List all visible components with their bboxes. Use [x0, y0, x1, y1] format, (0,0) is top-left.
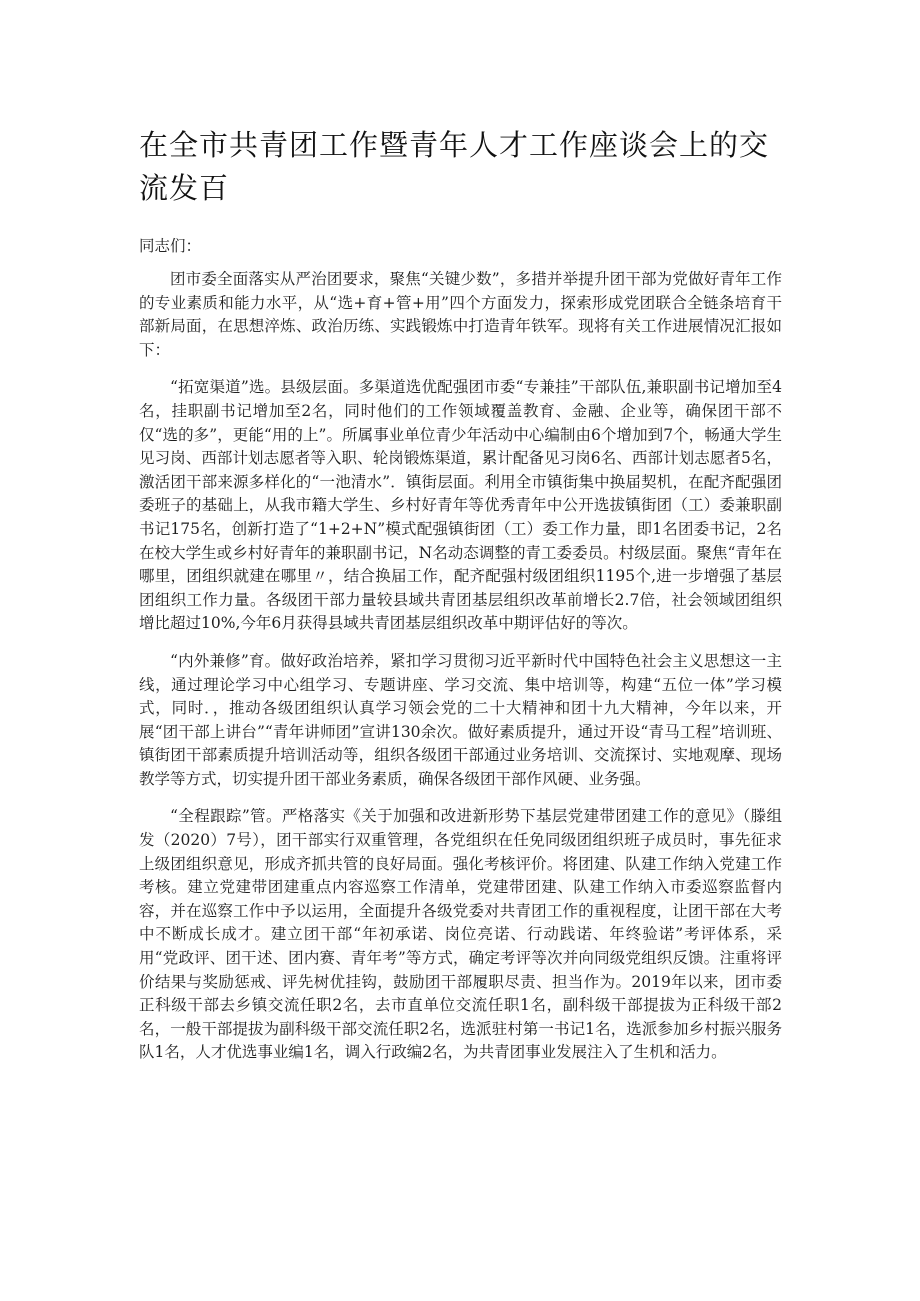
document-page [139, 124, 782, 1065]
document-title: 在全市共青团工作暨青年人才工作座谈会上的交流发百 [139, 128, 770, 205]
paragraph-intro: 团市委全面落实从严治团要求，聚焦“关键少数”，多措并举提升团干部为党做好青年工作的专业素质和能力水平，从“选+育+管+用”四个方面发力，探索形成党团联合全链条培育干部新局面，在思想淬炼、政治历练、实践锻炼中打造青年铁军。现将有关工作进展情况汇报如下： [139, 270, 782, 359]
paragraph-management: “全程跟踪”管。严格落实《关于加强和改进新形势下基层党建带团建工作的意见》（滕组发（2020）7号），团干部实行双重管理，各党组织在任免同级团组织班子成员时，事先征求上级团组织意见，形成齐抓共管的良好局面。强化考核评价。将团建、队建工作纳入党建工作考核。建立党建带团建重点内容巡察工作清单，党建带团建、队建工作纳入市委巡察监督内容，并在巡察工作中予以运用，全面提升各级党委对共青团工作的重视程度，让团干部在大考中不断成长成才。建立团干部“年初承诺、岗位亮诺、行动践诺、年终验诺”考评体系，采用“党政评、团干述、团内赛、青年考”等方式，确定考评等次并向同级党组织反馈。注重将评价结果与奖励惩戒、评先树优挂钩，鼓励团干部履职尽责、担当作为。2019年以来，团市委正科级干部去乡镇交流任职2名，去市直单位交流任职1名，副科级干部提拔为正科级干部2名，一般干部提拔为副科级干部交流任职2名，选派驻村第一书记1名，选派参加乡村振兴服务队1名，人才优选事业编1名，调入行政编2名，为共青团事业发展注入了生机和活力。 [139, 807, 782, 1062]
paragraph-cultivation: “内外兼修”育。做好政治培养，紧扣学习贯彻习近平新时代中国特色社会主义思想这一主线，通过理论学习中心组学习、专题讲座、学习交流、集中培训等，构建“五位一体”学习模式，同时．，推动各级团组织认真学习领会党的二十大精神和团十九大精神，今年以来，开展“团干部上讲台”“青年讲师团”宣讲130余次。做好素质提升，通过开设“青马工程”培训班、镇街团干部素质提升培训活动等，组织各级团干部通过业务培训、交流探讨、实地观摩、现场教学等方式，切实提升团干部业务素质，确保各级团干部作风硬、业务强。 [139, 651, 782, 788]
salutation: 同志们： [139, 237, 202, 255]
paragraph-selection: “拓宽渠道”选。县级层面。多渠道选优配强团市委“专兼挂”干部队伍,兼职副书记增加至4名，挂职副书记增加至2名，同时他们的工作领域覆盖教育、金融、企业等，确保团干部不仅“选的多”，更能“用的上”。所属事业单位青少年活动中心编制由6个增加到7个，畅通大学生见习岗、西部计划志愿者等入职、轮岗锻炼渠道，累计配备见习岗6名、西部计划志愿者5名，激活团干部来源多样化的“一池清水”．镇街层面。利用全市镇街集中换届契机，在配齐配强团委班子的基础上，从我市籍大学生、乡村好青年等优秀青年中公开选拔镇街团（工）委兼职副书记175名，创新打造了“1+2+N”模式配强镇街团（工）委工作力量，即1名团委书记，2名在校大学生或乡村好青年的兼职副书记，N名动态调整的青工委委员。村级层面。聚焦“青年在哪里，团组织就建在哪里〃，结合换届工作，配齐配强村级团组织1195个,进一步增强了基层团组织工作力量。各级团干部力量较县域共青团基层组织改革前增长2.7倍，社会领域团组织增比超过10%,今年6月获得县域共青团基层组织改革中期评估好的等次。 [139, 378, 782, 633]
